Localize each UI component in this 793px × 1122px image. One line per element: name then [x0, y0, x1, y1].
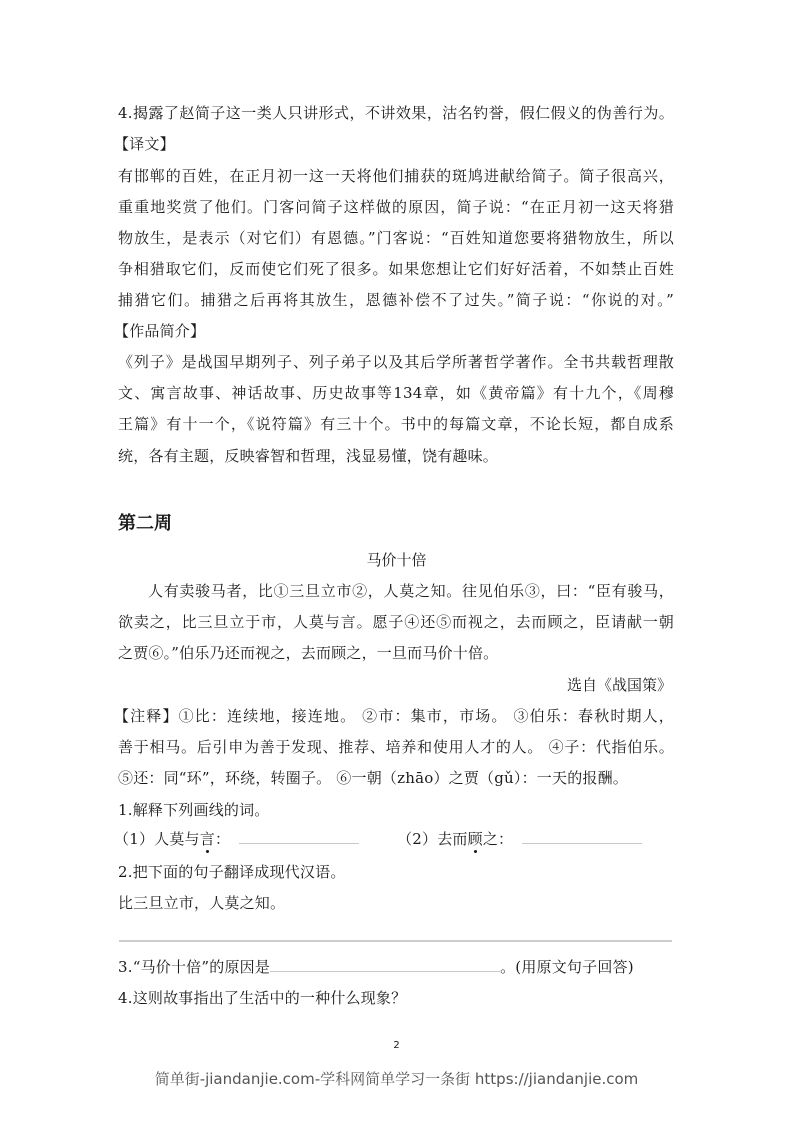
notes-line: ⑤还：同“环”，环绕，转圈子。 ⑥一朝（zhāo）之贾（gǔ）：一天的报酬。	[118, 769, 629, 787]
translation-heading: 【译文】	[114, 135, 175, 153]
emphasis-dot-char: 顾	[467, 830, 483, 848]
question-3-prefix: 3.“马价十倍”的原因是	[118, 958, 271, 976]
question-1-items	[114, 829, 670, 849]
section-heading: 第二周	[118, 513, 172, 534]
intro-line: 《列子》是战国早期列子、列子弟子以及其后学所著哲学著作。全书共载哲理散	[118, 353, 674, 371]
story-text-line: 欲卖之，比三旦立于市，人莫与言。愿子④还⑤而视之，去而顾之，臣请献一朝	[118, 613, 674, 631]
answer-4: 4.揭露了赵简子这一类人只讲形式，不讲效果，沽名钓誉，假仁假义的伪善行为。	[118, 104, 674, 122]
intro-line: 统，各有主题，反映睿智和哲理，浅显易懂，饶有趣味。	[118, 447, 499, 465]
translation-line: 重重地奖赏了他们。门客问简子这样做的原因，简子说：“在正月初一这天将猎	[118, 198, 674, 216]
question-2-prompt: 2.把下面的句子翻译成现代汉语。	[118, 863, 346, 881]
source-citation: 选自《战国策》	[566, 676, 672, 694]
footer-watermark: 简单街-jiandanjie.com-学科网简单学习一条街 https://jiandanjie.com	[154, 1070, 639, 1088]
story-text-line: 人有卖骏马者，比①三旦立市②，人莫之知。往见伯乐③，曰：“臣有骏马，	[148, 582, 674, 600]
question-2-answer-line[interactable]	[119, 940, 672, 942]
translation-line: 争相猎取它们，反而使它们死了很多。如果您想让它们好好活着，不如禁止百姓	[118, 260, 674, 278]
translation-line: 捕猎它们。捕猎之后再将其放生，恩德补偿不了过失。”简子说：“你说的对。”	[118, 291, 674, 309]
q1-item2-label: （2）去而顾之：	[397, 830, 514, 848]
story-title: 马价十倍	[366, 551, 427, 569]
question-3	[118, 957, 674, 977]
notes-line: 善于相马。后引申为善于发现、推荐、培养和使用人才的人。 ④子：代指伯乐。	[118, 738, 674, 756]
notes-line: 【注释】①比：连续地，接连地。 ②市：集市，市场。 ③伯乐：春秋时期人，	[114, 707, 674, 725]
q1-item1-answer-blank[interactable]	[239, 829, 359, 844]
q1-item1-label: （1）人莫与言：	[114, 830, 231, 848]
question-3-answer-blank[interactable]	[270, 957, 500, 972]
intro-line: 文、寓言故事、神话故事、历史故事等134章，如《黄帝篇》有十九个，《周穆	[118, 384, 674, 402]
translation-line: 物放生，是表示（对它们）有恩德。”门客说：“百姓知道您要将猎物放生，所以	[118, 229, 674, 247]
question-4-prompt: 4.这则故事指出了生活中的一种什么现象？	[118, 989, 407, 1007]
page-number: 2	[393, 1040, 400, 1051]
intro-heading: 【作品简介】	[114, 322, 206, 340]
question-2-sentence: 比三旦立市，人莫之知。	[118, 894, 286, 912]
intro-line: 王篇》有十一个，《说符篇》有三十个。书中的每篇文章，不论长短，都自成系	[118, 415, 674, 433]
q1-item2-answer-blank[interactable]	[522, 829, 642, 844]
emphasis-dot-char: 言	[199, 830, 215, 848]
translation-line: 有邯郸的百姓，在正月初一这一天将他们捕获的斑鸠进献给简子。简子很高兴，	[118, 167, 674, 185]
question-1-prompt: 1.解释下列画线的词。	[118, 801, 270, 819]
question-3-suffix: 。(用原文句子回答)	[500, 958, 634, 976]
story-text-line: 之贾⑥。”伯乐乃还而视之，去而顾之，一旦而马价十倍。	[118, 644, 499, 662]
